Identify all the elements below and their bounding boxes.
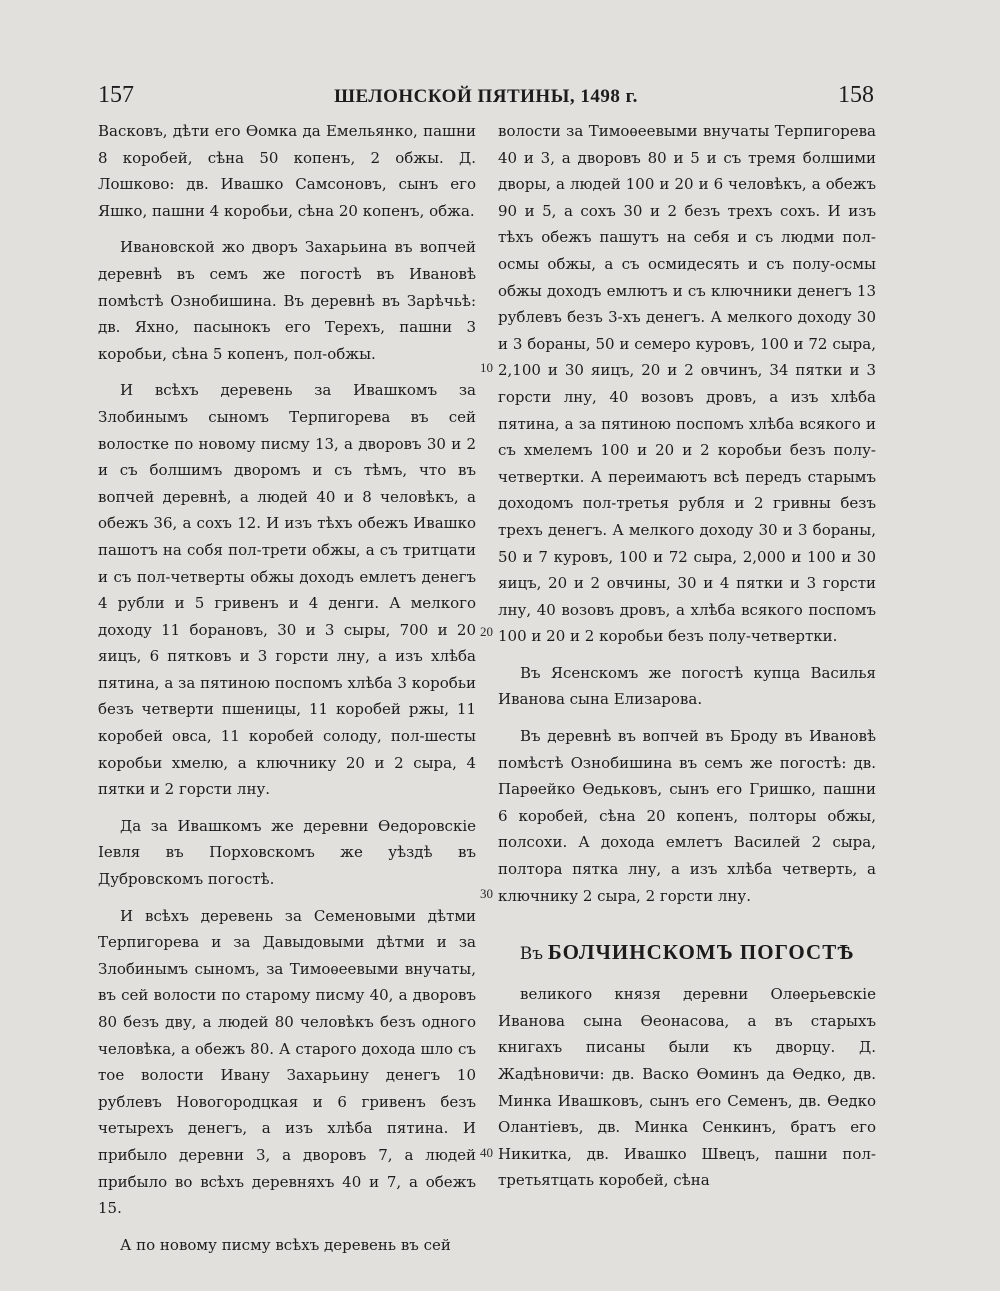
paragraph: И всѣхъ деревень за Семеновыми дѣтми Терпигорева и за Давыдовыми дѣтми и за Злобинымъ сыномъ, за Тимоѳеевыми внучаты, въ сей волости по старому писму 40, а дворовъ 80 безъ дву, а людей 80 человѣкъ безъ одного человѣка, а обежъ 80. А старого дохода шло съ тое волости Ивану Захарьину денегъ 10 рублевъ Новогородцкая и 6 гривенъ безъ четырехъ денегъ, а изъ хлѣба пятина. И прибыло деревни 3, а дворовъ 7, а людей прибыло во всѣхъ деревняхъ 40 и 7, а обежъ 15. [98,906,476,1218]
paragraph: Въ деревнѣ въ вопчей въ Броду въ Ивановѣ помѣстѣ Ознобишина въ семъ же погостѣ: дв. Парѳейко Ѳедьковъ, сынъ его Гришко, пашни 6 коробей, сѣна 20 копенъ, полторы обжы, полсохи. А дохода емлетъ Василей 2 сыра, полтора пятка лну, а изъ хлѣба четверть, а ключнику 2 сыра, 2 горсти лну. [498,727,876,905]
right-page-number: 158 [838,82,874,108]
paragraph: Да за Ивашкомъ же деревни Ѳедоровскіе Іевля въ Порховскомъ же уѣздѣ въ Дубровскомъ погостѣ. [98,816,476,889]
running-title: ШЕЛОНСКОЙ ПЯТИНЫ, 1498 г. [334,86,638,107]
section-heading-title: БОЛЧИНСКОМЪ ПОГОСТѢ [547,940,855,965]
paragraph: И всѣхъ деревень за Ивашкомъ за Злобинымъ сыномъ Терпигорева въ сей волостке по новому писму 13, а дворовъ 30 и 2 и съ болшимъ дворомъ и съ тѣмъ, что въ вопчей деревнѣ, а людей 40 и 8 человѣкъ, а обежъ 36, а сохъ 12. И изъ тѣхъ обежъ Ивашко пашотъ на собя пол-трети обжы, а съ тритцати и съ пол-четверты обжы доходъ емлетъ денегъ 4 рубли и 5 гривенъ и 4 денги. А мелкого доходу 11 борановъ, 30 и 3 сыры, 700 и 20 яицъ, 6 пятковъ и 3 горсти лну, а изъ хлѣба пятина, а за пятиною поспомъ хлѣба 3 коробьи безъ четверти пшеницы, 11 коробей ржы, 11 коробей овса, 11 коробей солоду, пол-шесты коробьи хмелю, а ключнику 20 и 2 сыра, 4 пятки и 2 горсти лну. [98,381,476,799]
section-heading-prefix: Въ [519,944,544,965]
line-number: 10 [480,360,493,375]
paragraph: волости за Тимоѳеевыми внучаты Терпигорева 40 и 3, а дворовъ 80 и 5 и съ тремя болшими дворы, а людей 100 и 20 и 6 человѣкъ, а обежъ 90 и 5, а сохъ 30 и 2 безъ трехъ сохъ. И изъ тѣхъ обежъ пашутъ на себя и съ людми пол-осмы обжы, а съ осмидесять и съ полу-осмы обжы доходъ емлютъ и съ ключники денегъ 13 рублевъ безъ 3-хъ денегъ. А мелкого доходу 30 и 3 бораны, 50 и семеро куровъ, 100 и 72 сыра, 2,100 и 30 яицъ, 20 и 2 овчинъ, 34 пятки и 3 горсти лну, 40 возовъ дровъ, а изъ хлѣба пятина, а за пятиною поспомъ хлѣба всякого и съ хмелемъ 100 и 20 и 2 коробьи безъ полу-четвертки. А переимаютъ всѣ передъ старымъ доходомъ пол-третья рубля и 2 гривны безъ трехъ денегъ. А мелкого доходу 30 и 3 бораны, 50 и 7 куровъ, 100 и 72 сыра, 2,000 и 100 и 30 яицъ, 20 и 2 овчины, 30 и 4 пятки и 3 горсти лну, 40 возовъ дровъ, а хлѣба всякого поспомъ 100 и 20 и 2 коробьи безъ полу-четвертки. [498,122,876,646]
paragraph: Въ Ясенскомъ же погостѣ купца Василья Иванова сына Елизарова. [498,663,876,709]
left-page-number: 157 [98,82,134,108]
paragraph: Васковъ, дѣти его Ѳомка да Емельянко, пашни 8 коробей, сѣна 50 копенъ, 2 обжы. Д. Лошково: дв. Ивашко Самсоновъ, сынъ его Яшко, пашни 4 коробьи, сѣна 20 копенъ, обжа. [98,122,476,220]
line-number: 30 [480,886,493,901]
left-column [98,118,476,1268]
paragraph: великого князя деревни Олѳерьевскіе Иванова сына Ѳеонасова, а въ старыхъ книгахъ писаны были къ дворцу. Д. Жадѣновичи: дв. Васко Ѳоминъ да Ѳедко, дв. Минка Ивашковъ, сынъ его Семенъ, дв. Ѳедко Олантіевъ, дв. Минка Сенкинъ, братъ его Никитка, дв. Ивашко Швецъ, пашни пол-третьятцать коробей, сѣна [498,985,876,1190]
page-header [98,82,874,116]
paragraph: Ивановской жо дворъ Захарьина въ вопчей деревнѣ въ семъ же погостѣ въ Ивановѣ помѣстѣ Ознобишина. Въ деревнѣ въ Зарѣчьѣ: дв. Яхно, пасынокъ его Терехъ, пашни 3 коробьи, сѣна 5 копенъ, пол-обжы. [98,238,476,363]
line-number: 20 [480,624,493,639]
right-column [498,118,876,1204]
line-number: 40 [480,1145,493,1160]
paragraph: А по новому писму всѣхъ деревень въ сей [120,1235,451,1254]
section-heading [498,937,876,969]
